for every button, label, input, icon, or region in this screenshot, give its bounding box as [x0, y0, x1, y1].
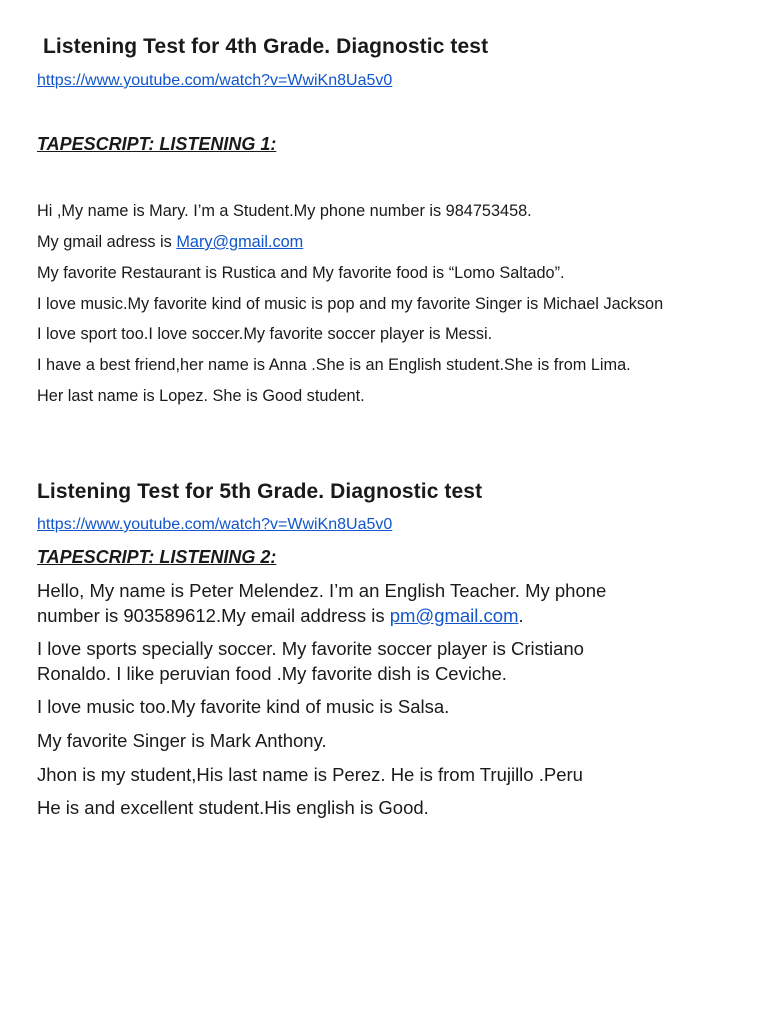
section2-line-4: My favorite Singer is Mark Anthony. [37, 730, 327, 751]
section2-tapescript-heading: TAPESCRIPT: LISTENING 2: [37, 547, 277, 567]
section2-line-6: He is and excellent student.His english is Good. [37, 797, 429, 818]
section2-line-3: I love music too.My favorite kind of music is Salsa. [37, 696, 450, 717]
section1-line-7: Her last name is Lopez. She is Good student. [37, 387, 365, 405]
section1-line-2-text: My gmail adress is [37, 233, 177, 251]
section2-title: Listening Test for 5th Grade. Diagnostic test [37, 480, 483, 503]
section1-email-link[interactable]: Mary@gmail.com [176, 233, 304, 251]
section1-youtube-link[interactable]: https://www.youtube.com/watch?v=WwiKn8Ua5v0 [37, 72, 393, 89]
section2-line-1a: Hello, My name is Peter Melendez. I’m an English Teacher. My phone [37, 580, 607, 601]
section2-line-1b-period: . [518, 605, 524, 626]
section1-line-2 [37, 233, 303, 252]
section2-line-2b: Ronaldo. I like peruvian food .My favorite dish is Ceviche. [37, 663, 507, 684]
section2-line-1b-text: number is 903589612.My email address is [37, 605, 390, 626]
section1-line-6: I have a best friend,her name is Anna .She is an English student.She is from Lima. [37, 356, 631, 374]
section1-line-1: Hi ,My name is Mary. I’m a Student.My phone number is 984753458. [37, 202, 532, 220]
section1-title: Listening Test for 4th Grade. Diagnostic test [43, 35, 489, 58]
section1-line-4: I love music.My favorite kind of music is pop and my favorite Singer is Michael Jackson [37, 295, 664, 313]
section2-email-link[interactable]: pm@gmail.com [389, 605, 519, 626]
section2-line-1b [37, 605, 524, 627]
section1-line-5: I love sport too.I love soccer.My favorite soccer player is Messi. [37, 325, 493, 343]
section2-line-5: Jhon is my student,His last name is Perez. He is from Trujillo .Peru [37, 764, 583, 785]
section2-line-2a: I love sports specially soccer. My favorite soccer player is Cristiano [37, 638, 584, 659]
section2-youtube-link[interactable]: https://www.youtube.com/watch?v=WwiKn8Ua5v0 [37, 516, 393, 533]
section1-tapescript-heading: TAPESCRIPT: LISTENING 1: [37, 134, 277, 154]
section1-line-3: My favorite Restaurant is Rustica and My favorite food is “Lomo Saltado”. [37, 264, 565, 282]
